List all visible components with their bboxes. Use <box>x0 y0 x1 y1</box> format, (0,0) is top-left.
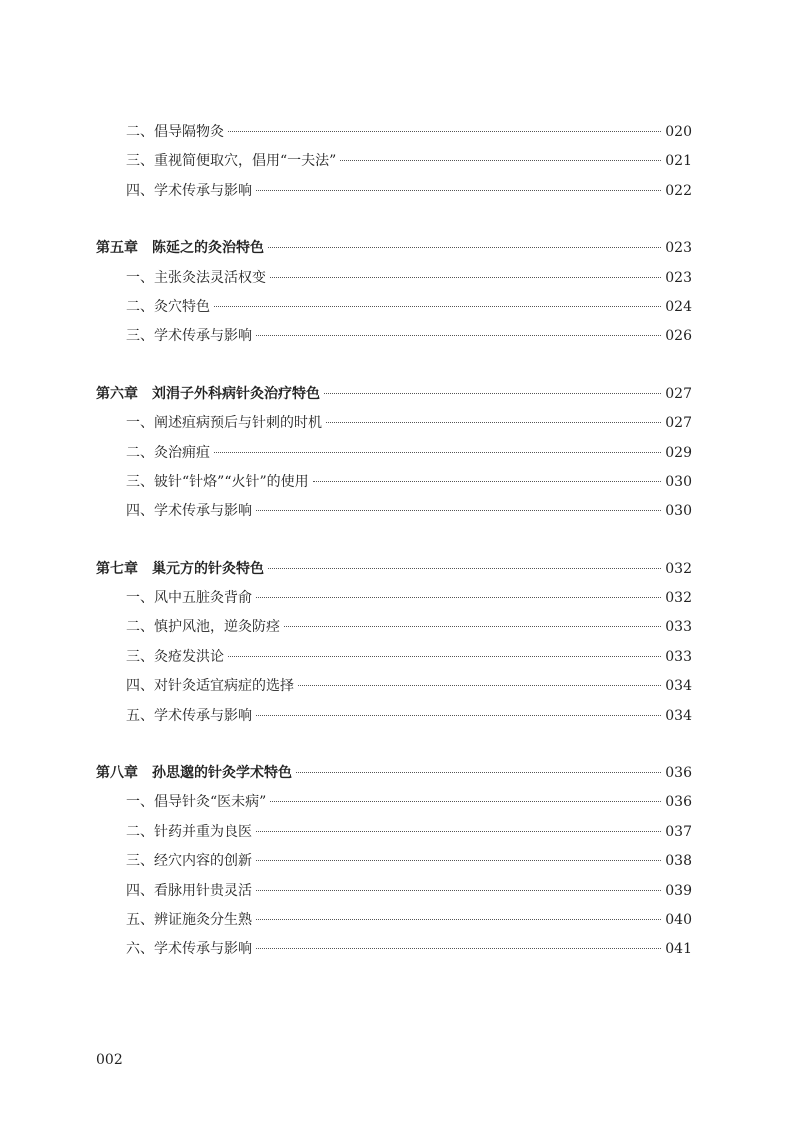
toc-entry-title: 四、对针灸适宜病症的选择 <box>126 678 294 695</box>
toc-entry[interactable] <box>96 935 692 964</box>
toc-entry-page-number: 039 <box>665 882 692 899</box>
page-number: 002 <box>96 1052 123 1068</box>
dot-leader <box>256 190 661 191</box>
chapter-label: 第五章 <box>96 240 138 257</box>
dot-leader <box>298 685 661 686</box>
toc-entry-title: 一、倡导针灸“医未病” <box>126 794 267 811</box>
chapter-title: 刘涓子外科病针灸治疗特色 <box>152 385 320 402</box>
dot-leader <box>256 715 661 716</box>
toc-entry-page-number: 040 <box>665 911 692 928</box>
toc-entry-page-number: 038 <box>665 853 692 870</box>
toc-entry[interactable] <box>96 497 692 526</box>
toc-entry[interactable] <box>96 177 692 206</box>
section-gap <box>96 527 692 555</box>
chapter-page-number: 023 <box>665 240 692 257</box>
toc-entry-title: 二、灸治痈疽 <box>126 444 210 461</box>
toc-entry[interactable] <box>96 439 692 468</box>
toc-entry-title: 四、学术传承与影响 <box>126 503 252 520</box>
chapter-title: 巢元方的针灸特色 <box>152 560 264 577</box>
dot-leader <box>284 626 661 627</box>
chapter-heading[interactable] <box>96 759 692 788</box>
section-gap <box>96 206 692 234</box>
toc-entry-page-number: 030 <box>665 473 692 490</box>
toc-entry-page-number: 029 <box>665 444 692 461</box>
dot-leader <box>256 597 661 598</box>
dot-leader <box>326 422 661 423</box>
dot-leader <box>340 160 661 161</box>
chapter-heading[interactable] <box>96 380 692 409</box>
chapter-heading[interactable] <box>96 234 692 263</box>
toc-entry[interactable] <box>96 293 692 322</box>
toc-entry-page-number: 034 <box>665 707 692 724</box>
section-gap <box>96 731 692 759</box>
toc-entry-title: 三、学术传承与影响 <box>126 328 252 345</box>
chapter-page-number: 036 <box>665 765 692 782</box>
toc-entry-title: 四、看脉用针贵灵活 <box>126 882 252 899</box>
toc-entry-page-number: 026 <box>665 328 692 345</box>
toc-entry[interactable] <box>96 672 692 701</box>
dot-leader <box>270 801 661 802</box>
toc-entry-title: 一、风中五脏灸背俞 <box>126 590 252 607</box>
dot-leader <box>228 131 661 132</box>
toc-entry[interactable] <box>96 118 692 147</box>
toc-entry-page-number: 024 <box>665 298 692 315</box>
dot-leader <box>256 831 661 832</box>
dot-leader <box>324 393 661 394</box>
dot-leader <box>256 890 661 891</box>
toc-entry-title: 三、经穴内容的创新 <box>126 853 252 870</box>
dot-leader <box>268 247 661 248</box>
toc-entry[interactable] <box>96 264 692 293</box>
toc-entry[interactable] <box>96 468 692 497</box>
chapter-page-number: 027 <box>665 385 692 402</box>
toc-entry[interactable] <box>96 322 692 351</box>
table-of-contents <box>96 118 692 965</box>
dot-leader <box>270 277 661 278</box>
dot-leader <box>228 656 661 657</box>
chapter-label: 第六章 <box>96 385 138 402</box>
dot-leader <box>256 948 661 949</box>
toc-entry-title: 五、辨证施灸分生熟 <box>126 911 252 928</box>
chapter-label: 第八章 <box>96 765 138 782</box>
toc-entry[interactable] <box>96 818 692 847</box>
toc-entry-page-number: 032 <box>665 590 692 607</box>
toc-entry-title: 二、倡导隔物灸 <box>126 124 224 140</box>
toc-entry-title: 二、慎护风池，逆灸防痉 <box>126 619 280 636</box>
toc-entry-page-number: 036 <box>665 794 692 811</box>
section-gap <box>96 352 692 380</box>
toc-entry[interactable] <box>96 613 692 642</box>
toc-entry[interactable] <box>96 702 692 731</box>
dot-leader <box>256 919 661 920</box>
toc-entry-title: 五、学术传承与影响 <box>126 707 252 724</box>
dot-leader <box>256 335 661 336</box>
dot-leader <box>214 452 661 453</box>
toc-entry-title: 一、阐述疽病预后与针刺的时机 <box>126 415 322 432</box>
toc-entry[interactable] <box>96 877 692 906</box>
toc-entry-page-number: 023 <box>665 269 692 286</box>
dot-leader <box>256 510 661 511</box>
toc-entry-title: 二、灸穴特色 <box>126 298 210 315</box>
toc-entry-page-number: 034 <box>665 678 692 695</box>
toc-entry[interactable] <box>96 788 692 817</box>
toc-entry-title: 一、主张灸法灵活权变 <box>126 269 266 286</box>
toc-entry-title: 二、针药并重为良医 <box>126 823 252 840</box>
toc-entry[interactable] <box>96 147 692 176</box>
toc-entry-title: 六、学术传承与影响 <box>126 941 252 958</box>
toc-entry[interactable] <box>96 643 692 672</box>
toc-entry-page-number: 033 <box>665 619 692 636</box>
toc-entry[interactable] <box>96 584 692 613</box>
dot-leader <box>214 306 661 307</box>
dot-leader <box>296 772 661 773</box>
chapter-label: 第七章 <box>96 560 138 577</box>
chapter-page-number: 032 <box>665 560 692 577</box>
toc-entry-page-number: 021 <box>665 153 692 170</box>
dot-leader <box>256 860 661 861</box>
toc-entry-page-number: 022 <box>665 182 692 199</box>
toc-entry-page-number: 037 <box>665 823 692 840</box>
toc-entry[interactable] <box>96 847 692 876</box>
toc-entry-page-number: 041 <box>665 941 692 958</box>
toc-entry[interactable] <box>96 409 692 438</box>
chapter-title: 孙思邈的针灸学术特色 <box>152 765 292 782</box>
toc-entry-title: 三、铍针“针烙”“火针”的使用 <box>126 473 309 490</box>
toc-entry-page-number: 033 <box>665 648 692 665</box>
chapter-title: 陈延之的灸治特色 <box>152 240 264 257</box>
chapter-heading[interactable] <box>96 555 692 584</box>
toc-entry[interactable] <box>96 906 692 935</box>
toc-entry-page-number: 027 <box>665 415 692 432</box>
toc-entry-page-number: 030 <box>665 503 692 520</box>
toc-entry-title: 三、灸疮发洪论 <box>126 648 224 665</box>
dot-leader <box>313 481 662 482</box>
toc-entry-title: 四、学术传承与影响 <box>126 182 252 199</box>
toc-entry-page-number: 020 <box>665 124 692 140</box>
toc-entry-title: 三、重视简便取穴，倡用“一夫法” <box>126 153 337 170</box>
dot-leader <box>268 568 661 569</box>
